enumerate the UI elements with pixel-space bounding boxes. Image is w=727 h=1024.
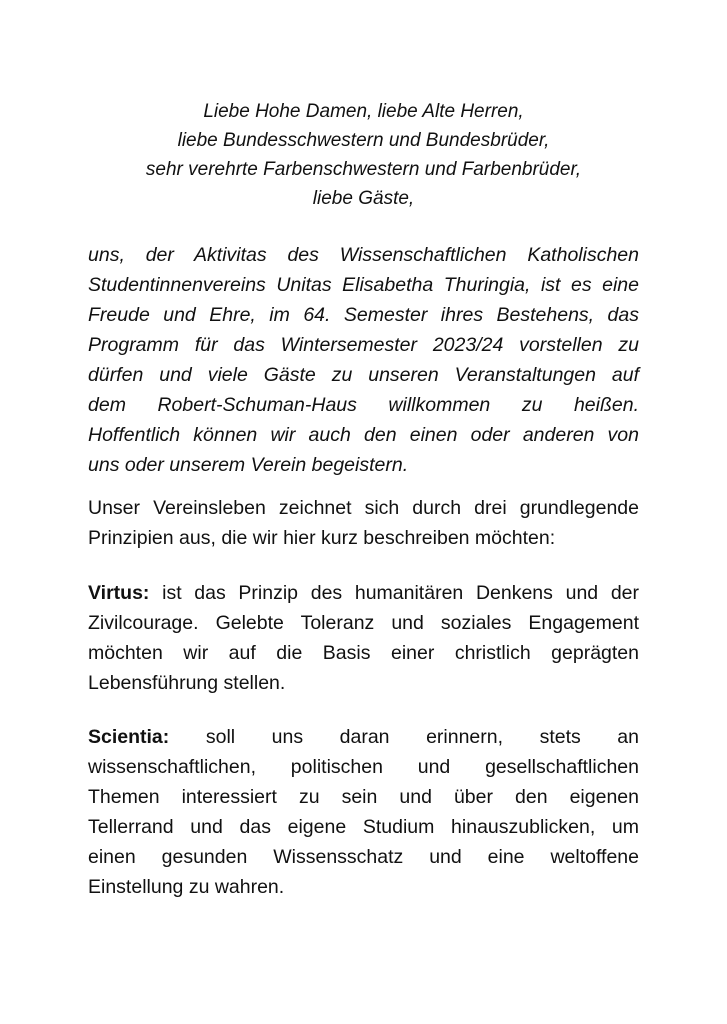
intro-line: Hoffentlich können wir auch den einen oder anderen von bbox=[88, 424, 639, 446]
scientia-first-line-text: soll uns daran erinnern, stets an bbox=[205, 726, 640, 748]
virtus-line: Lebensführung stellen. bbox=[88, 672, 286, 694]
intro-line: uns oder unserem Verein begeistern. bbox=[88, 454, 409, 476]
principles-intro-line: Unser Vereinsleben zeichnet sich durch drei grundlegende bbox=[88, 497, 639, 519]
greeting-line: sehr verehrte Farbenschwestern und Farbenbrüder, bbox=[145, 159, 582, 180]
scientia-line: Einstellung zu wahren. bbox=[88, 876, 285, 898]
greeting-line: Liebe Hohe Damen, liebe Alte Herren, bbox=[203, 101, 524, 122]
intro-line: dürfen und viele Gäste zu unseren Veranstaltungen auf bbox=[88, 364, 639, 386]
greeting-block bbox=[88, 97, 639, 213]
scientia-first-line bbox=[88, 722, 639, 752]
greeting-line: liebe Gäste, bbox=[312, 188, 415, 209]
scientia-line: wissenschaftlichen, politischen und gesellschaftlichen bbox=[88, 756, 639, 778]
scientia-line: Themen interessiert zu sein und über den eigenen bbox=[88, 786, 639, 808]
scientia-line: Tellerrand und das eigene Studium hinauszublicken, um bbox=[88, 816, 639, 838]
intro-paragraph bbox=[88, 240, 639, 480]
scientia-term: Scientia: bbox=[88, 726, 170, 748]
scientia-paragraph bbox=[88, 722, 639, 902]
intro-line: uns, der Aktivitas des Wissenschaftlichen Katholischen bbox=[88, 244, 639, 266]
scientia-line: einen gesunden Wissensschatz und eine weltoffene bbox=[88, 846, 639, 868]
principles-intro-paragraph bbox=[88, 493, 639, 553]
principles-intro-line: Prinzipien aus, die wir hier kurz beschreiben möchten: bbox=[88, 527, 556, 549]
virtus-term: Virtus: bbox=[88, 582, 150, 604]
virtus-first-line bbox=[88, 578, 639, 608]
virtus-line: möchten wir auf die Basis einer christlich geprägten bbox=[88, 642, 639, 664]
intro-line: Programm für das Wintersemester 2023/24 vorstellen zu bbox=[88, 334, 639, 356]
intro-line: dem Robert-Schuman-Haus willkommen zu heißen. bbox=[88, 394, 639, 416]
greeting-line: liebe Bundesschwestern und Bundesbrüder, bbox=[177, 130, 550, 151]
intro-line: Freude und Ehre, im 64. Semester ihres Bestehens, das bbox=[88, 304, 639, 326]
virtus-line: Zivilcourage. Gelebte Toleranz und soziales Engagement bbox=[88, 612, 639, 634]
virtus-paragraph bbox=[88, 578, 639, 698]
virtus-first-line-text: ist das Prinzip des humanitären Denkens und der bbox=[162, 582, 640, 604]
intro-line: Studentinnenvereins Unitas Elisabetha Thuringia, ist es eine bbox=[88, 274, 639, 296]
